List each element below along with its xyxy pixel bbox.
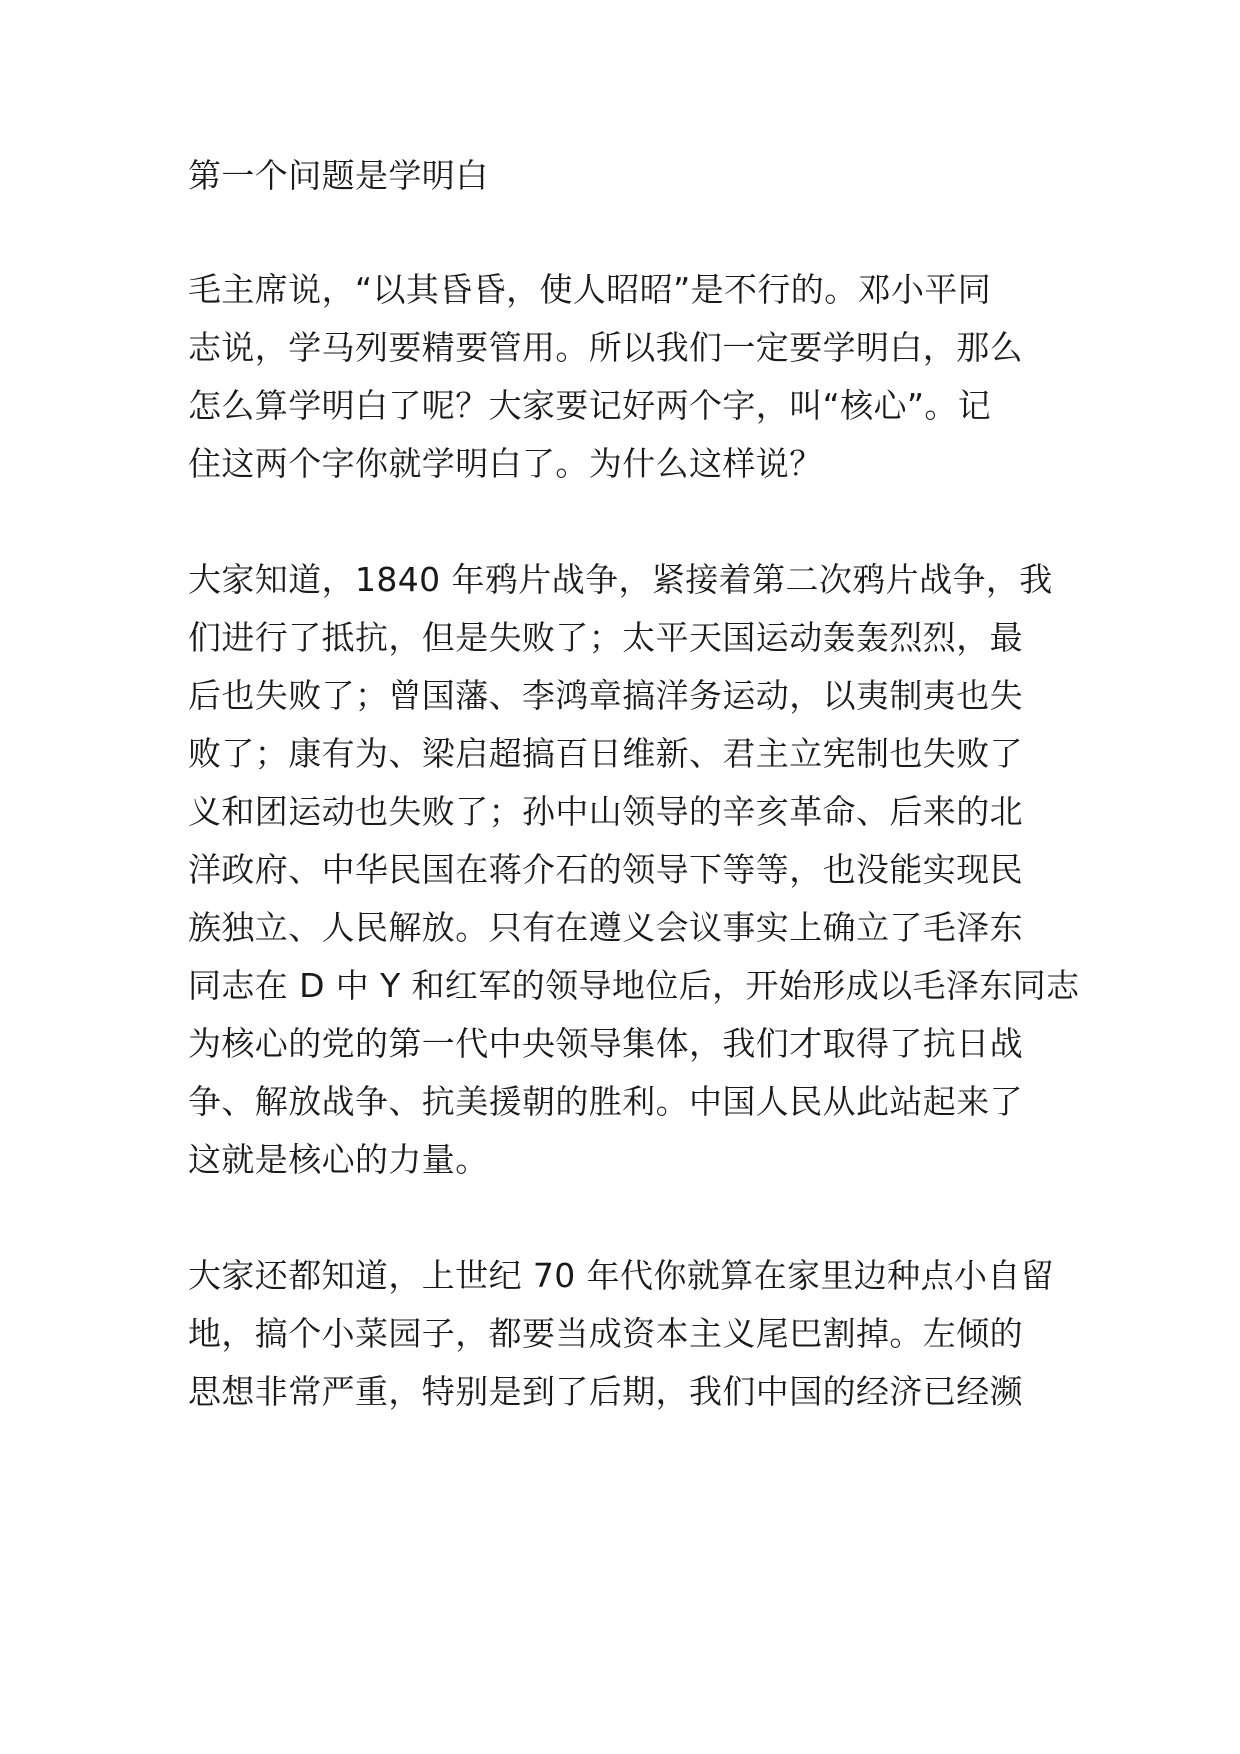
section-heading: 第一个问题是学明白 <box>188 156 489 195</box>
paragraph-line: 志说，学马列要精要管用。所以我们一定要学明白，那么 <box>188 328 1023 367</box>
paragraph-line: 为核心的党的第一代中央领导集体，我们才取得了抗日战 <box>188 1024 1023 1063</box>
paragraph-line: 这就是核心的力量。 <box>188 1140 489 1179</box>
paragraph-line: 义和团运动也失败了；孙中山领导的辛亥革命、后来的北 <box>188 792 1023 831</box>
paragraph-line: 大家还都知道，上世纪 70 年代你就算在家里边种点小自留 <box>188 1256 1055 1295</box>
paragraph-line: 败了；康有为、梁启超搞百日维新、君主立宪制也失败了 <box>188 734 1023 773</box>
paragraph-line: 住这两个字你就学明白了。为什么这样说？ <box>188 444 823 483</box>
paragraph-line: 怎么算学明白了呢？大家要记好两个字，叫“核心”。记 <box>188 386 992 425</box>
paragraph-line: 大家知道，1840 年鸦片战争，紧接着第二次鸦片战争，我 <box>188 560 1053 599</box>
paragraph-line: 思想非常严重，特别是到了后期，我们中国的经济已经濒 <box>188 1372 1023 1411</box>
paragraph-line: 争、解放战争、抗美援朝的胜利。中国人民从此站起来了 <box>188 1082 1023 1121</box>
paragraph-line: 同志在 D 中 Y 和红军的领导地位后，开始形成以毛泽东同志 <box>188 966 1080 1005</box>
paragraph-line: 地，搞个小菜园子，都要当成资本主义尾巴割掉。左倾的 <box>188 1314 1023 1353</box>
paragraph-line: 们进行了抵抗，但是失败了；太平天国运动轰轰烈烈，最 <box>188 618 1023 657</box>
paragraph-line: 后也失败了；曾国藩、李鸿章搞洋务运动，以夷制夷也失 <box>188 676 1023 715</box>
paragraph-line: 洋政府、中华民国在蒋介石的领导下等等，也没能实现民 <box>188 850 1023 889</box>
paragraph-line: 毛主席说，“以其昏昏，使人昭昭”是不行的。邓小平同 <box>188 270 992 309</box>
paragraph-line: 族独立、人民解放。只有在遵义会议事实上确立了毛泽东 <box>188 908 1023 947</box>
